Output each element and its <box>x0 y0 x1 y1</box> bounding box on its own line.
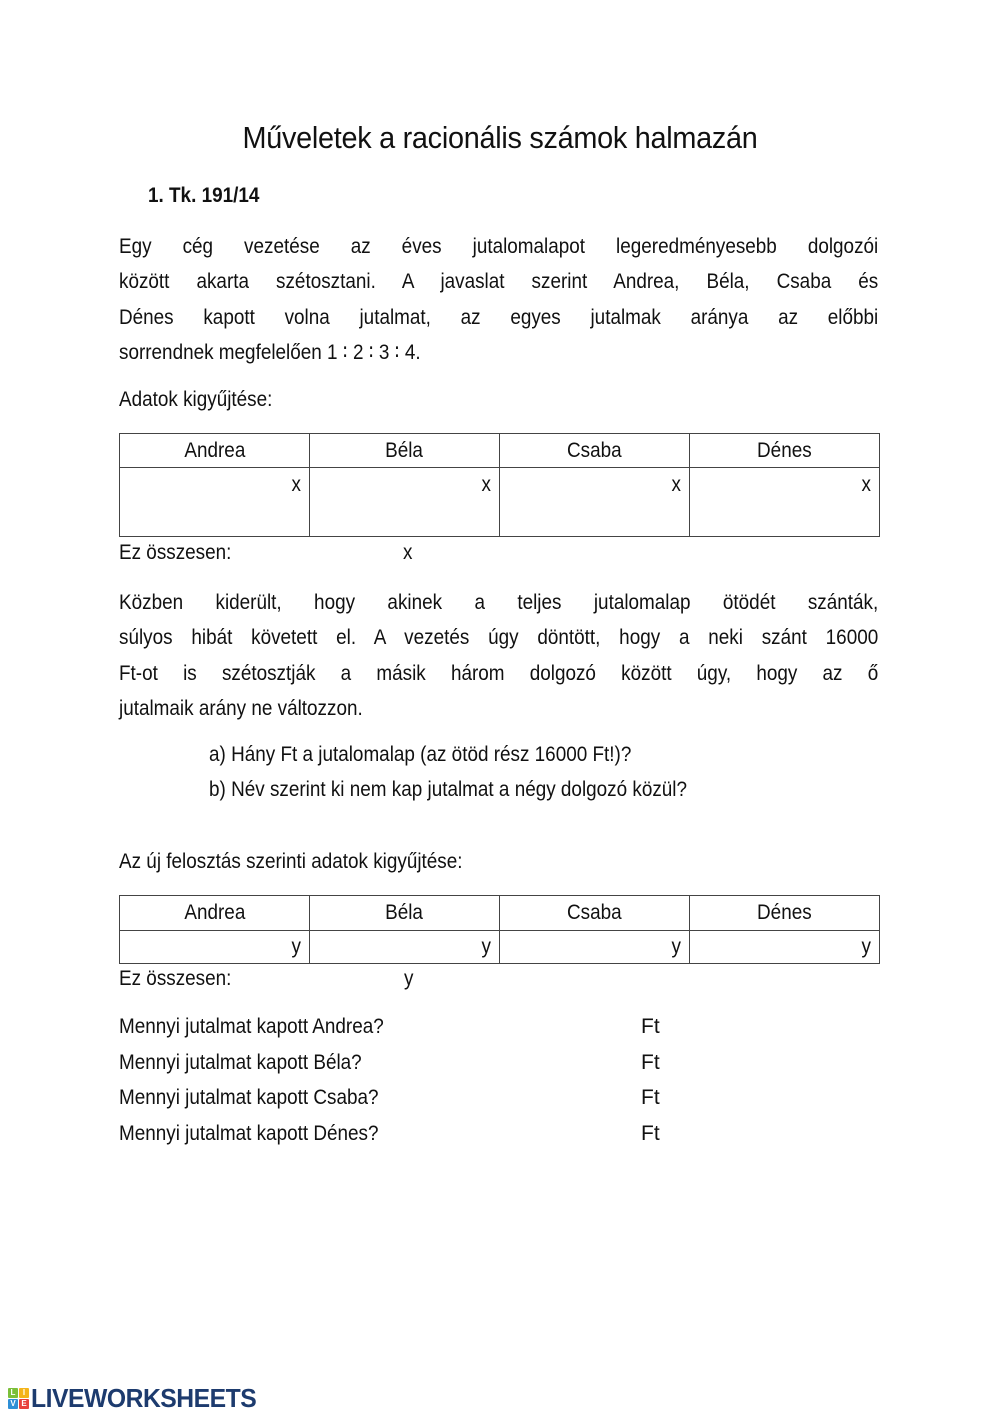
intro-line: Dénes kapott volna jutalmat, az egyes jutalmak aránya az előbbi <box>119 305 879 329</box>
story-line: Ft-ot is szétosztják a másik három dolgozó között úgy, hogy az ő <box>119 661 879 685</box>
table-row <box>120 468 880 537</box>
question-marker: b) <box>209 778 226 801</box>
answer-cell[interactable]: y <box>310 931 500 964</box>
answer-cell[interactable]: x <box>310 468 500 537</box>
brand-name: LIVEWORKSHEETS <box>31 1383 257 1413</box>
answer-question: Mennyi jutalmat kapott Csaba? <box>119 1086 379 1109</box>
answer-question: Mennyi jutalmat kapott Béla? <box>119 1050 362 1074</box>
table-header-row <box>120 896 880 931</box>
answer-cell[interactable]: y <box>500 931 690 964</box>
question-list <box>209 743 740 802</box>
data-collection-label: Adatok kigyűjtése: <box>119 388 273 411</box>
story-line: Közben kiderült, hogy akinek a teljes jutalomalap ötödét szánták, <box>119 591 879 614</box>
ratio-table <box>119 433 880 537</box>
question-text: Név szerint ki nem kap jutalmat a négy dolgozó közül? <box>231 778 688 801</box>
table-header-cell: Andrea <box>120 896 310 931</box>
table-header-cell: Dénes <box>690 434 880 468</box>
question-item-a <box>209 743 687 778</box>
answer-unit: Ft <box>641 1050 660 1074</box>
answer-unit: Ft <box>641 1121 660 1145</box>
story-line: jutalmaik arány ne változzon. <box>119 696 363 720</box>
table-header-cell: Csaba <box>500 434 690 468</box>
intro-line: között akarta szétosztani. A javaslat szerint Andrea, Béla, Csaba és <box>119 270 879 294</box>
story-paragraph <box>119 585 879 726</box>
table-header-cell: Béla <box>310 434 500 468</box>
live-blocks-icon: L I V E <box>8 1388 29 1409</box>
table-header-cell: Béla <box>310 896 500 931</box>
story-line: súlyos hibát követett el. A vezetés úgy döntött, hogy a neki szánt 16000 <box>119 626 879 650</box>
answer-cell[interactable]: y <box>120 931 310 964</box>
question-text: Hány Ft a jutalomalap (az ötöd rész 16000 Ft!)? <box>231 743 632 766</box>
total-label: Ez összesen: <box>119 967 232 990</box>
question-marker: a) <box>209 743 226 766</box>
answer-cell[interactable]: x <box>500 468 690 537</box>
answer-list <box>119 1015 679 1157</box>
answer-unit: Ft <box>641 1015 660 1038</box>
answer-unit: Ft <box>641 1086 660 1109</box>
answer-question: Mennyi jutalmat kapott Dénes? <box>119 1121 379 1145</box>
answer-cell[interactable]: x <box>120 468 310 537</box>
table-header-cell: Dénes <box>690 896 880 931</box>
intro-line: sorrendnek megfelelően 1 ∶ 2 ∶ 3 ∶ 4. <box>119 340 421 364</box>
table-row <box>120 931 880 964</box>
total-answer-field[interactable]: y <box>404 967 414 990</box>
answer-row <box>119 1086 679 1122</box>
total-label: Ez összesen: <box>119 541 232 564</box>
page-title: Műveletek a racionális számok halmazán <box>242 120 758 155</box>
answer-cell[interactable]: y <box>690 931 880 964</box>
table-header-cell: Csaba <box>500 896 690 931</box>
answer-question: Mennyi jutalmat kapott Andrea? <box>119 1015 384 1038</box>
total-answer-field[interactable]: x <box>403 541 413 564</box>
liveworksheets-logo[interactable] <box>8 1383 268 1414</box>
answer-row <box>119 1015 679 1051</box>
table-header-cell: Andrea <box>120 434 310 468</box>
new-data-label: Az új felosztás szerinti adatok kigyűjtése: <box>119 850 463 873</box>
intro-line: Egy cég vezetése az éves jutalomalapot legeredményesebb dolgozói <box>119 235 879 258</box>
intro-paragraph <box>119 229 879 370</box>
new-distribution-table <box>119 895 880 964</box>
table-header-row <box>120 434 880 468</box>
section-heading: 1. Tk. 191/14 <box>148 184 260 207</box>
question-item-b <box>209 778 687 802</box>
answer-row <box>119 1051 679 1087</box>
answer-row <box>119 1122 679 1158</box>
answer-cell[interactable]: x <box>690 468 880 537</box>
